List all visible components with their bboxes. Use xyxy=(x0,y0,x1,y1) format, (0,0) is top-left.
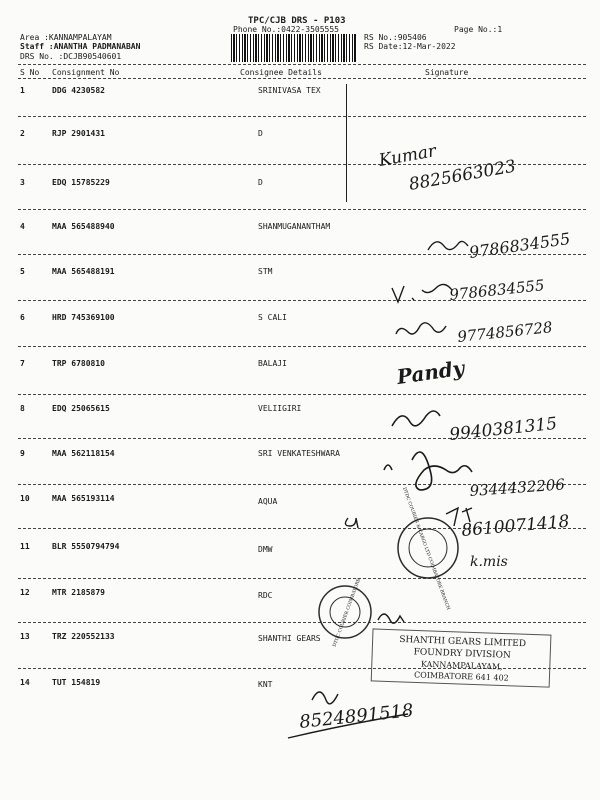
row-consignee: SRI VENKATESHWARA xyxy=(258,449,340,458)
signature-phone-6: 9774856728 xyxy=(456,318,554,346)
signature-phone-14: 8524891518 xyxy=(298,700,415,733)
row-consignment: MAA 565488191 xyxy=(52,267,115,276)
row-consignment: MAA 565488940 xyxy=(52,222,115,231)
column-divider xyxy=(18,78,586,79)
col-consignment: Consignment No xyxy=(52,68,120,77)
staff-field: Staff :ANANTHA PADMANABAN xyxy=(20,42,141,51)
row-consignee: RDC xyxy=(258,591,273,600)
signature-phone-8: 9940381315 xyxy=(448,413,559,445)
signature-scribble xyxy=(392,411,440,426)
row-sno: 9 xyxy=(20,449,25,458)
barcode xyxy=(231,34,357,62)
col-sno: S No xyxy=(20,68,40,77)
row-consignee: DMW xyxy=(258,545,273,554)
row-sno: 7 xyxy=(20,359,25,368)
row-divider xyxy=(18,528,586,529)
row-consignee: SHANMUGANANTHAM xyxy=(258,222,331,231)
row-consignment: EDQ 15785229 xyxy=(52,178,110,187)
signature-scribble xyxy=(345,518,358,528)
row-sno: 13 xyxy=(20,632,30,641)
signature-phone-10: 8610071418 xyxy=(460,511,571,541)
row-divider xyxy=(18,438,586,439)
row-sno: 11 xyxy=(20,542,30,551)
row-consignee: VELIIGIRI xyxy=(258,404,302,413)
row-consignment: MTR 2185879 xyxy=(52,588,105,597)
row-sno: 3 xyxy=(20,178,25,187)
page-number: Page No.:1 xyxy=(454,25,503,34)
rs-date: RS Date:12-Mar-2022 xyxy=(364,42,456,51)
header-divider xyxy=(18,64,586,65)
row-divider xyxy=(18,668,586,669)
round-stamp-text: DTDC COURIER & CARGO LTD COIMBATORE BRANCH xyxy=(401,486,451,611)
row-sno: 4 xyxy=(20,222,25,231)
pen-stroke xyxy=(346,84,347,202)
row-divider xyxy=(18,394,586,395)
stamp-line-2: FOUNDRY DIVISION xyxy=(413,647,512,661)
row-consignment: BLR 5550794794 xyxy=(52,542,120,551)
stamp-line-3: KANNAMPALAYAM, xyxy=(420,659,503,672)
row-divider xyxy=(18,578,586,579)
row-divider xyxy=(18,209,586,210)
row-consignment: TUT 154819 xyxy=(52,678,101,687)
row-consignment: EDQ 25065615 xyxy=(52,404,110,413)
phone-number: Phone No.:0422-3505555 xyxy=(233,25,339,34)
row-consignee: AQUA xyxy=(258,497,278,506)
row-divider xyxy=(18,254,586,255)
row-sno: 14 xyxy=(20,678,30,687)
stamp-line-4: COIMBATORE 641 402 xyxy=(413,670,509,683)
row-consignee: D xyxy=(258,129,263,138)
row-consignment: RJP 2901431 xyxy=(52,129,105,138)
drs-number: DRS No. :DCJB90540601 xyxy=(20,52,122,61)
row-divider xyxy=(18,300,586,301)
signature-scribble xyxy=(312,692,338,704)
row-consignment: TRP 6780810 xyxy=(52,359,105,368)
company-stamp xyxy=(371,629,551,687)
row-consignment: MAA 565193114 xyxy=(52,494,115,503)
row-consignee: KNT xyxy=(258,680,273,689)
rs-number: RS No.:905406 xyxy=(364,33,427,42)
row-divider xyxy=(18,484,586,485)
stamp-line-1: SHANTHI GEARS LIMITED xyxy=(399,634,527,650)
row-consignee: SRINIVASA TEX xyxy=(258,86,321,95)
row-consignee: D xyxy=(258,178,263,187)
signature-scribble xyxy=(428,241,468,250)
row-consignment: TRZ 220552133 xyxy=(52,632,115,641)
row-consignee: S CALI xyxy=(258,313,287,322)
row-sno: 1 xyxy=(20,86,25,95)
signature-phone-4: 9786834555 xyxy=(467,228,572,262)
row-divider xyxy=(18,164,586,165)
signature-underline xyxy=(288,714,408,738)
row-consignee: BALAJI xyxy=(258,359,287,368)
row-divider xyxy=(18,116,586,117)
signature-phone-2: 8825663023 xyxy=(407,156,518,195)
row-divider xyxy=(18,622,586,623)
row-divider xyxy=(18,346,586,347)
round-stamp-text: DTDC COURIER COIMBATORE xyxy=(332,577,363,648)
row-consignment: HRD 745369100 xyxy=(52,313,115,322)
row-consignment: DDG 4230582 xyxy=(52,86,105,95)
row-sno: 2 xyxy=(20,129,25,138)
round-stamp xyxy=(319,578,371,648)
row-consignee: SHANTHI GEARS xyxy=(258,634,321,643)
signature-scribble xyxy=(446,508,472,526)
signature-name-7: Pandy xyxy=(395,355,466,389)
round-stamp xyxy=(398,487,458,611)
signature-phone-9: 9344432206 xyxy=(469,475,566,500)
signature-scribble xyxy=(396,323,446,334)
col-consignee: Consignee Details xyxy=(240,68,322,77)
row-sno: 6 xyxy=(20,313,25,322)
signature-phone-5: 9786834555 xyxy=(448,276,546,304)
row-sno: 10 xyxy=(20,494,30,503)
signature-name-11: k.mis xyxy=(470,554,508,570)
row-consignee: STM xyxy=(258,267,273,276)
signature-name-2: Kumar xyxy=(377,141,438,171)
row-sno: 5 xyxy=(20,267,25,276)
area-field: Area :KANNAMPALAYAM xyxy=(20,33,112,42)
row-consignment: MAA 562118154 xyxy=(52,449,115,458)
row-sno: 12 xyxy=(20,588,30,597)
row-sno: 8 xyxy=(20,404,25,413)
col-signature: Signature xyxy=(425,68,469,77)
document-title: TPC/CJB DRS - P103 xyxy=(248,16,346,26)
